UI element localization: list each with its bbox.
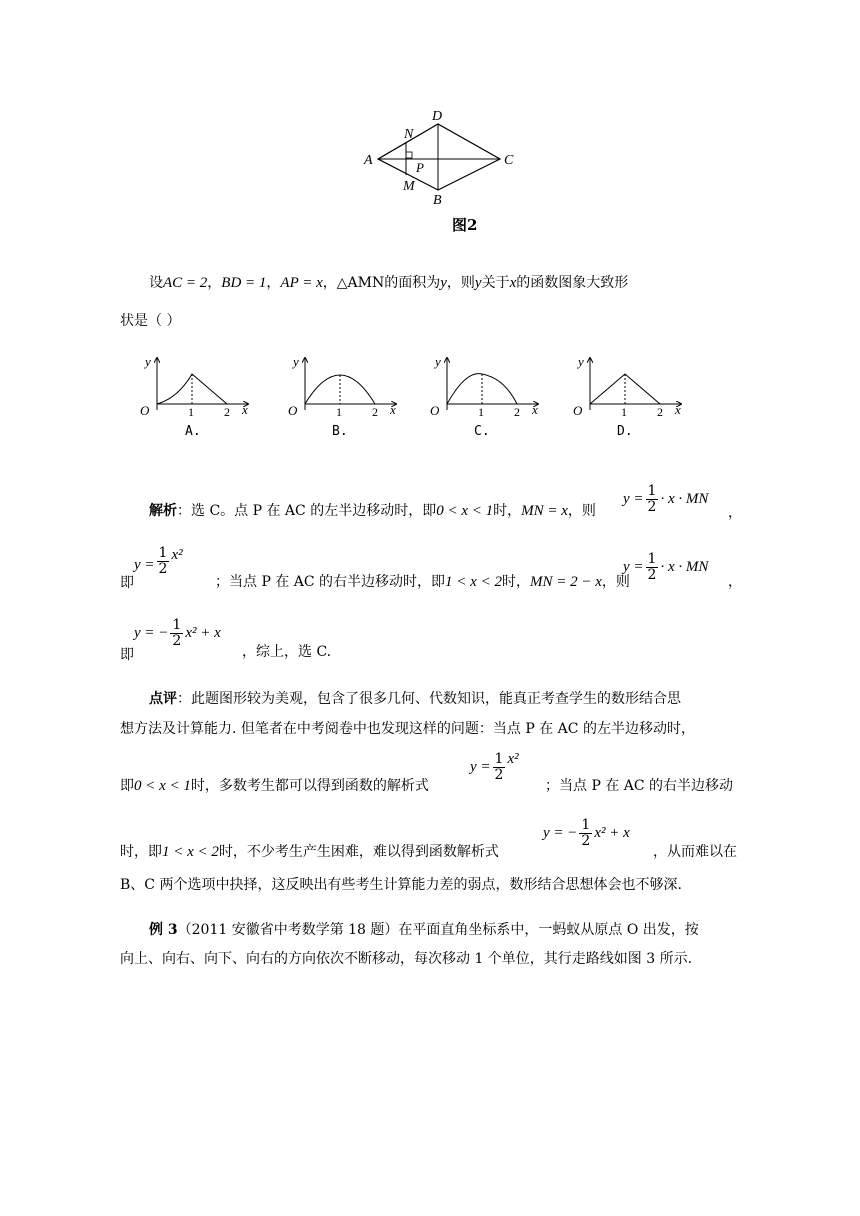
problem-line-2: 状是（ ） bbox=[120, 313, 181, 329]
option-c-label: C. bbox=[474, 424, 490, 439]
rhombus-figure bbox=[360, 108, 530, 208]
tick-1: 1 bbox=[188, 405, 194, 419]
tick-2: 2 bbox=[514, 405, 520, 419]
tick-1: 1 bbox=[336, 405, 342, 419]
tick-2: 2 bbox=[224, 405, 230, 419]
label-p: P bbox=[416, 160, 424, 175]
comment-line-5: B、C 两个选项中抉择，这反映出有些考生计算能力差的弱点，数形结合思想体会也不够深. bbox=[120, 877, 682, 893]
comma: ， bbox=[728, 505, 742, 521]
label-n: N bbox=[404, 127, 414, 142]
comment-line-4-tail: ，从而难以在 bbox=[653, 844, 737, 860]
analysis-line-2b: ；当点 P 在 AC 的右半边移动时，即1 < x < 2时，MN = 2 − x，则 bbox=[215, 574, 630, 590]
axis-o: O bbox=[430, 403, 440, 418]
comment-line-4: 时，即1 < x < 2时，不少考生产生困难，难以得到函数解析式 bbox=[120, 844, 499, 860]
axis-x: x bbox=[675, 402, 681, 417]
analysis-conclusion: ，综上，选 C. bbox=[242, 644, 332, 660]
axis-x: x bbox=[390, 402, 396, 417]
axis-o: O bbox=[573, 403, 583, 418]
axis-y: y bbox=[145, 354, 151, 369]
axis-o: O bbox=[288, 403, 298, 418]
axis-y: y bbox=[578, 354, 584, 369]
tick-2: 2 bbox=[657, 405, 663, 419]
analysis-line-3: 即y = − $\frac{1}{2}$ x² + x bbox=[120, 617, 221, 664]
graph-d bbox=[573, 354, 681, 419]
axis-y: y bbox=[293, 354, 299, 369]
axis-x: x bbox=[532, 402, 538, 417]
graph-a bbox=[140, 354, 248, 419]
analysis-line-1: 解析：选 C。点 P 在 AC 的左半边移动时，即0 < x < 1时，MN = x，则 bbox=[149, 503, 596, 519]
figure-caption: 图2 bbox=[452, 216, 478, 234]
option-a-label: A. bbox=[185, 424, 201, 439]
analysis-formula-2: y = $\frac{1}{2}$ · x · MN bbox=[623, 551, 709, 583]
comment-line-1: 点评：此题图形较为美观，包含了很多几何、代数知识，能真正考查学生的数形结合思 bbox=[149, 691, 681, 707]
example-3-line-2: 向上、向右、向下、向右的方向依次不断移动，每次移动 1 个单位，其行走路线如图 3 所示. bbox=[120, 951, 693, 967]
problem-line-1: 设AC = 2，BD = 1，AP = x，△AMN的面积为y，则y关于x的函数图象大致形 bbox=[149, 275, 629, 291]
analysis-formula-1: y = $\frac{1}{2}$ · x · MN bbox=[623, 483, 709, 515]
option-d-label: D. bbox=[617, 424, 633, 439]
axis-y: y bbox=[435, 354, 441, 369]
comment-formula-4: y = − $\frac{1}{2}$ x² + x bbox=[543, 817, 630, 849]
comma: ， bbox=[728, 574, 742, 590]
comment-line-3: 即0 < x < 1时，多数考生都可以得到函数的解析式 bbox=[120, 778, 429, 794]
label-d: D bbox=[432, 109, 443, 124]
comment-line-2: 想方法及计算能力. 但笔者在中考阅卷中也发现这样的问题：当点 P 在 AC 的左半边移动时， bbox=[120, 721, 695, 737]
tick-1: 1 bbox=[621, 405, 627, 419]
option-b-label: B. bbox=[332, 424, 348, 439]
graph-b bbox=[288, 354, 396, 419]
label-c: C bbox=[504, 153, 514, 168]
tick-1: 1 bbox=[478, 405, 484, 419]
tick-2: 2 bbox=[372, 405, 378, 419]
comment-formula-3: y = $\frac{1}{2}$ x² bbox=[470, 751, 519, 783]
axis-x: x bbox=[242, 402, 248, 417]
graph-c bbox=[430, 354, 538, 419]
analysis-line-2: 即y = $\frac{1}{2}$ x² bbox=[120, 545, 183, 592]
label-m: M bbox=[403, 179, 415, 194]
label-a: A bbox=[364, 153, 373, 168]
comment-line-3-tail: ；当点 P 在 AC 的右半边移动 bbox=[545, 778, 734, 794]
example-3-line-1: 例 3（2011 安徽省中考数学第 18 题）在平面直角坐标系中，一蚂蚁从原点 O 出发，按 bbox=[149, 922, 699, 938]
axis-o: O bbox=[140, 403, 150, 418]
label-b: B bbox=[433, 193, 442, 208]
